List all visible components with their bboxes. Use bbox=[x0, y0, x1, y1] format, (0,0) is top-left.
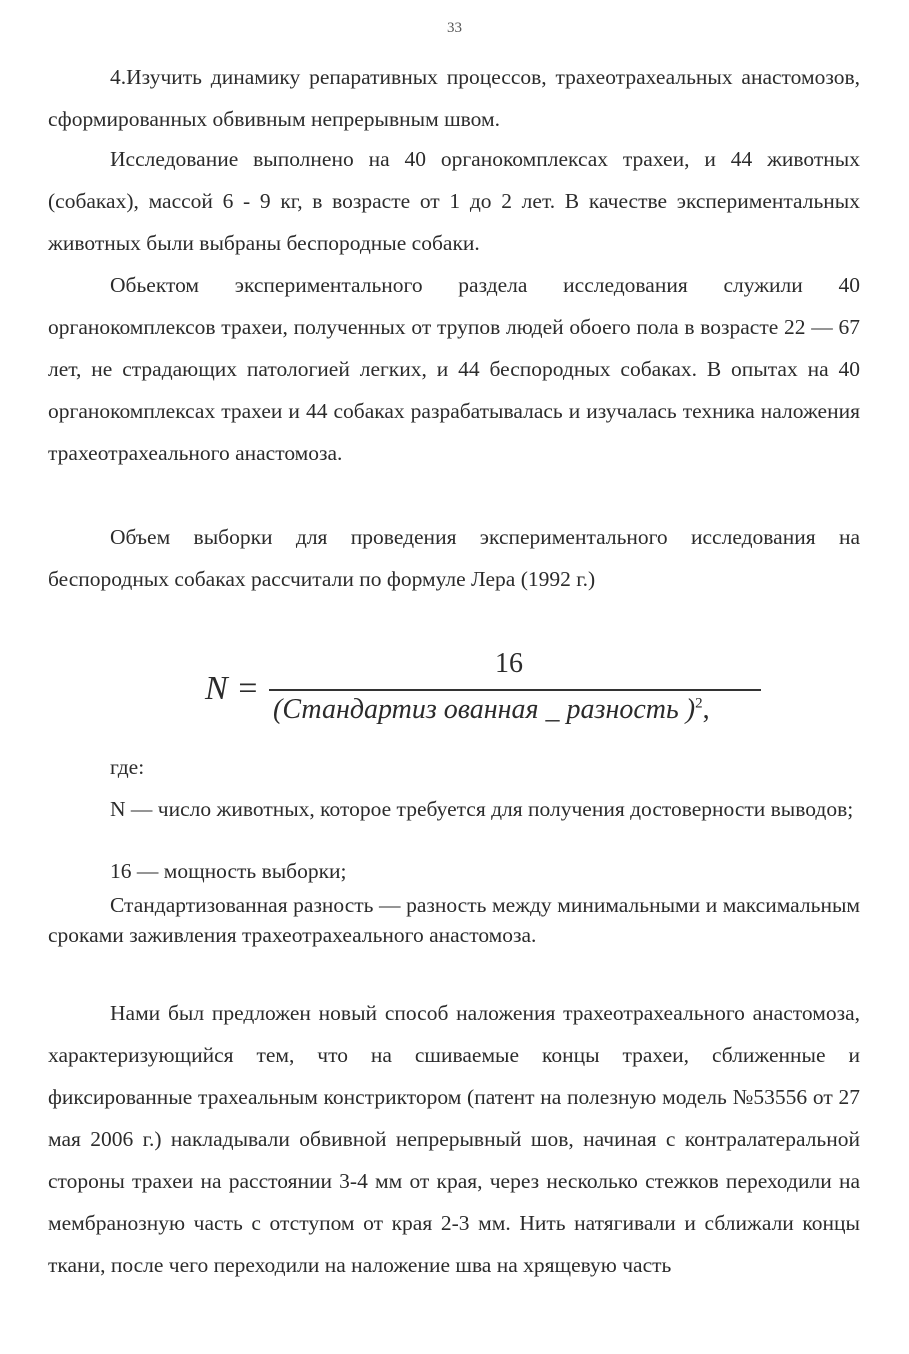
paragraph-text: 4.Изучить динамику репаративных процессов, трахеотрахеальных анастомозов, сформированных обвивным непрерывным швом. bbox=[48, 65, 860, 131]
legend-text: 16 — мощность выборки; bbox=[110, 859, 347, 883]
formula-denominator bbox=[273, 694, 710, 726]
legend-where bbox=[48, 752, 860, 782]
formula-lhs: N = bbox=[205, 670, 260, 707]
paragraph-study-description bbox=[48, 138, 860, 264]
page-number: 33 bbox=[447, 20, 462, 36]
legend-power-definition bbox=[48, 856, 860, 886]
legend-text: Стандартизованная разность — разность между минимальными и максимальным сроками заживления трахеотрахеального анастомоза. bbox=[48, 893, 860, 947]
paragraph-text: Нами был предложен новый способ наложения трахеотрахеального анастомоза, характеризующийся тем, что на сшиваемые концы трахеи, сближенные и фиксированные трахеальным констриктором (патент на полезную модель №53556 от 27 мая 2006 г.) накладывали обвивной непрерывный шов, начиная с контралатеральной стороны трахеи на расстоянии 3-4 мм от края, через несколько стежков переходили на мембранозную часть с отступом от края 2-3 мм. Нить натягивали и сближали концы ткани, после чего переходили на наложение шва на хрящевую часть bbox=[48, 1001, 860, 1277]
legend-std-definition bbox=[48, 890, 860, 950]
legend-n-definition bbox=[48, 794, 860, 824]
denominator-text: (Стандартиз ованная _ разность ) bbox=[273, 694, 696, 725]
paragraph-text: Объем выборки для проведения экспериментального исследования на беспородных собаках рассчитали по формуле Лера (1992 г.) bbox=[48, 525, 860, 591]
formula-exponent: 2 bbox=[695, 695, 703, 712]
sample-size-formula bbox=[205, 648, 805, 738]
paragraph-text: Исследование выполнено на 40 органокомплексах трахеи, и 44 животных (собаках), массой 6 - 9 кг, в возрасте от 1 до 2 лет. В качестве экспериментальных животных были выбраны беспородные собаки. bbox=[48, 147, 860, 255]
paragraph-objective-4 bbox=[48, 56, 860, 140]
paragraph-object-of-study bbox=[48, 264, 860, 474]
fraction-bar bbox=[269, 689, 761, 691]
legend-text: N — число животных, которое требуется для получения достоверности выводов; bbox=[110, 797, 854, 821]
formula-numerator: 16 bbox=[495, 648, 523, 679]
paragraph-new-method bbox=[48, 992, 860, 1286]
paragraph-sample-size bbox=[48, 516, 860, 600]
legend-where-text: где: bbox=[110, 755, 145, 779]
formula-trailing-comma: , bbox=[702, 694, 710, 725]
paragraph-text: Обьектом экспериментального раздела исследования служили 40 органокомплексов трахеи, полученных от трупов людей обоего пола в возрасте 22 — 67 лет, не страдающих патологией легких, и 44 беспородных собаках. В опытах на 40 органокомплексах трахеи и 44 собаках разрабатывалась и изучалась техника наложения трахеотрахеального анастомоза. bbox=[48, 273, 860, 465]
